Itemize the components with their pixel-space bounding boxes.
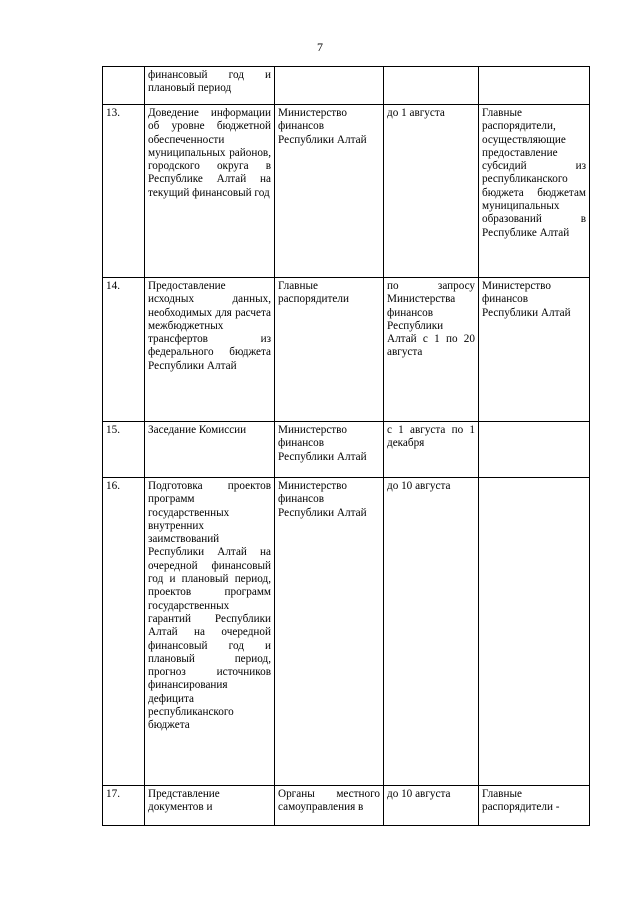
- deadline-cell: [384, 67, 479, 105]
- row-number: 16.: [103, 478, 145, 786]
- recipient-cell: [479, 478, 590, 786]
- deadline-cell: до 10 августа: [384, 478, 479, 786]
- row-number: 17.: [103, 786, 145, 826]
- recipient-cell: [479, 422, 590, 478]
- responsible-cell: Министерство финансов Республики Алтай: [275, 422, 384, 478]
- event-cell: Предоставление исходных данных, необходимых для расчета межбюджетных трансфертов из федерального бюджета Республики Алтай: [145, 278, 275, 422]
- table-row: [103, 67, 590, 105]
- table-row: [103, 105, 590, 278]
- deadline-cell: до 1 августа: [384, 105, 479, 278]
- event-cell: Заседание Комиссии: [145, 422, 275, 478]
- recipient-cell: Главные распорядители, осуществляющие предоставление субсидий из республиканского бюджета бюджетам муниципальных образований в Республике Алтай: [479, 105, 590, 278]
- row-number: 13.: [103, 105, 145, 278]
- event-cell: Подготовка проектов программ государственных внутренних заимствований Республики Алтай на очередной финансовый год и плановый период, проектов программ государственных гарантий Республики Алтай на очередной финансовый год и плановый период, прогноз источников финансирования дефицита республиканского бюджета: [145, 478, 275, 786]
- row-number: [103, 67, 145, 105]
- table-row: [103, 278, 590, 422]
- recipient-cell: Главные распорядители -: [479, 786, 590, 826]
- row-number: 14.: [103, 278, 145, 422]
- schedule-table: [102, 66, 590, 826]
- recipient-cell: [479, 67, 590, 105]
- table-row: [103, 786, 590, 826]
- recipient-cell: Министерство финансов Республики Алтай: [479, 278, 590, 422]
- event-cell: Доведение информации об уровне бюджетной обеспеченности муниципальных районов, городского округа в Республике Алтай на текущий финансовый год: [145, 105, 275, 278]
- responsible-cell: [275, 67, 384, 105]
- responsible-cell: Министерство финансов Республики Алтай: [275, 105, 384, 278]
- responsible-cell: Главные распорядители: [275, 278, 384, 422]
- deadline-cell: до 10 августа: [384, 786, 479, 826]
- event-cell: финансовый год и плановый период: [145, 67, 275, 105]
- responsible-cell: Министерство финансов Республики Алтай: [275, 478, 384, 786]
- table-row: [103, 478, 590, 786]
- event-cell: Представление документов и: [145, 786, 275, 826]
- responsible-cell: Органы местного самоуправления в: [275, 786, 384, 826]
- table-row: [103, 422, 590, 478]
- deadline-cell: по запросу Министерства финансов Республики Алтай с 1 по 20 августа: [384, 278, 479, 422]
- page-number: 7: [317, 40, 323, 54]
- deadline-cell: с 1 августа по 1 декабря: [384, 422, 479, 478]
- row-number: 15.: [103, 422, 145, 478]
